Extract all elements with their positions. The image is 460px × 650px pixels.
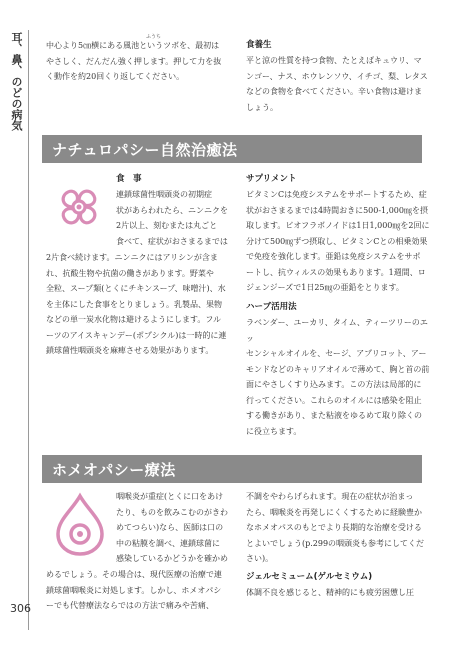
text-line: などの食物を食べてください。辛い食物は避けま [246, 87, 422, 96]
text-line: しょう。 [246, 102, 278, 112]
text-line: 状がおさまるまでは4時間おきに500-1,000㎎を摂 [246, 205, 428, 215]
text-line: などの単一炭水化物は避けるようにします。フル [46, 315, 222, 324]
text-line: 分けて500㎎ずつ摂取し、ビタミンCとの相乗効果 [246, 236, 428, 246]
diet-section-body [46, 250, 236, 359]
text-line: ーツのアイスキャンデー(ポプシクル)は一時的に連 [46, 330, 227, 340]
text-line: を主体にした食事をとりましょう。乳製品、果物 [46, 299, 222, 309]
naturopathy-banner: ナチュロパシー自然治癒法 [42, 135, 422, 163]
text-line: めるでしょう。その場合は、現代医療の治療で連 [46, 570, 222, 579]
text-line: 状があらわれたら、ニンニクを [116, 205, 228, 215]
text-line: く動作を約20回くり返してください。 [46, 72, 185, 81]
text-line: ートし、抗ウィルスの効果もあります。1週間、ロ [246, 267, 426, 277]
gelsemium-heading: ジェルセミューム(ゲルセミウム) [246, 571, 373, 582]
text-line: 面にやさしくすり込みます。この方法は局部的に [246, 380, 422, 389]
text-line: ンゴー、ナス、ホウレンソウ、イチゴ、梨、レタス [246, 71, 428, 81]
text-line: する働きがあり、また粘液をゆるめて取り除くの [246, 411, 422, 420]
text-line: とよいでしょう(p.299の咽頭炎も参考にしてくだ [246, 538, 425, 548]
text-line: に役立ちます。 [246, 426, 302, 436]
diet-heading: 食 事 [116, 174, 142, 184]
homeopathy-banner: ホメオパシー療法 [42, 455, 422, 483]
homeopathy-text-right [246, 489, 431, 600]
top-left-text [46, 38, 231, 85]
chapter-title: 耳、鼻、のどの病気 [10, 32, 23, 131]
text-line: 鎖球菌性咽頭炎を麻痺させる効果があります。 [46, 346, 214, 355]
homeopathy-drop-logo-icon [52, 492, 108, 556]
supplements-section [246, 172, 431, 296]
supplements-heading: サプリメント [246, 174, 297, 184]
side-divider [28, 30, 29, 630]
text-line: なホメオパスのもとでより長期的な治療を受ける [246, 523, 422, 532]
text-line: 感染しているかどうかを確かめ [116, 554, 228, 563]
homeopathy-text-body [46, 567, 236, 614]
text-line: 不調をやわらげられます。現在の症状が治まっ [246, 492, 414, 501]
text-line: 中心より5㎝横にある風池というツボを、最初は [46, 41, 220, 50]
text-line: ジェンジーズで1日25㎎の亜鉛をとります。 [246, 283, 404, 292]
text-line: 全粒、スープ類(とくにチキンスープ、味噌汁)、水 [46, 284, 226, 293]
text-line: モンドなどのキャリアオイルで薄めて、胸と首の前 [246, 364, 430, 374]
text-line: ラベンダー、ユーカリ、タイム、ティーツリーのエッ [246, 318, 428, 343]
page-number: 306 [10, 602, 31, 615]
ruby-text: ふうち [146, 34, 162, 40]
text-line: たり、ものを飲みこむのがきわ [116, 507, 228, 517]
text-line: 体調不良を感じると、精神的にも疲労困憊し圧 [246, 587, 414, 597]
text-line: 連鎖球菌性咽頭炎の初期症 [116, 190, 212, 199]
text-line: 2片食べ続けます。ニンニクにはアリシンが含ま [46, 253, 218, 262]
text-line: 平と涼の性質を持つ食物、たとえばキュウリ、マ [246, 56, 422, 65]
text-line: やさしく、だんだん強く押します。押して力を抜 [46, 56, 222, 66]
naturopathy-swirl-logo-icon [50, 178, 108, 236]
text-line: センシャルオイルを、セージ、アプリコット、アー [246, 349, 427, 358]
diet-therapy-section [246, 38, 431, 115]
text-line: 取します。ビオフラボノイドは1日1,000㎎を2回に [246, 221, 430, 230]
text-line: めてつらい)なら、医師は口の [116, 523, 224, 532]
text-line: 中の粘膜を調べ、連鎖球菌に [116, 538, 220, 548]
text-line: 食べて、症状がおさまるまでは [116, 236, 228, 246]
diet-section-top [116, 172, 236, 249]
text-line: ーでも代替療法ならではの方法で痛みや苦痛、 [46, 601, 214, 610]
text-line: 行ってください。これらのオイルには感染を阻止 [246, 395, 422, 405]
text-line: 鎖球菌咽喉炎に対処します。しかし、ホメオパシ [46, 585, 222, 595]
text-line: さい)。 [246, 554, 274, 563]
text-line: で免疫を強化します。亜鉛は免疫システムをサポ [246, 252, 421, 261]
herbal-heading: ハーブ活用法 [246, 302, 297, 312]
text-line: ビタミンCは免疫システムをサポートするため、症 [246, 190, 427, 199]
herbal-section [246, 300, 431, 439]
text-line: たら、咽喉炎を再発しにくくするために経験豊か [246, 507, 422, 517]
text-line: 咽喉炎が重症(とくに口をあけ [116, 492, 224, 501]
diet-therapy-heading: 食養生 [246, 40, 272, 50]
text-line: れ、抗酸生物や抗菌の働きがあります。野菜や [46, 268, 214, 278]
text-line: 2片以上、刻むまたは丸ごと [116, 221, 218, 230]
homeopathy-text-top [116, 489, 236, 567]
